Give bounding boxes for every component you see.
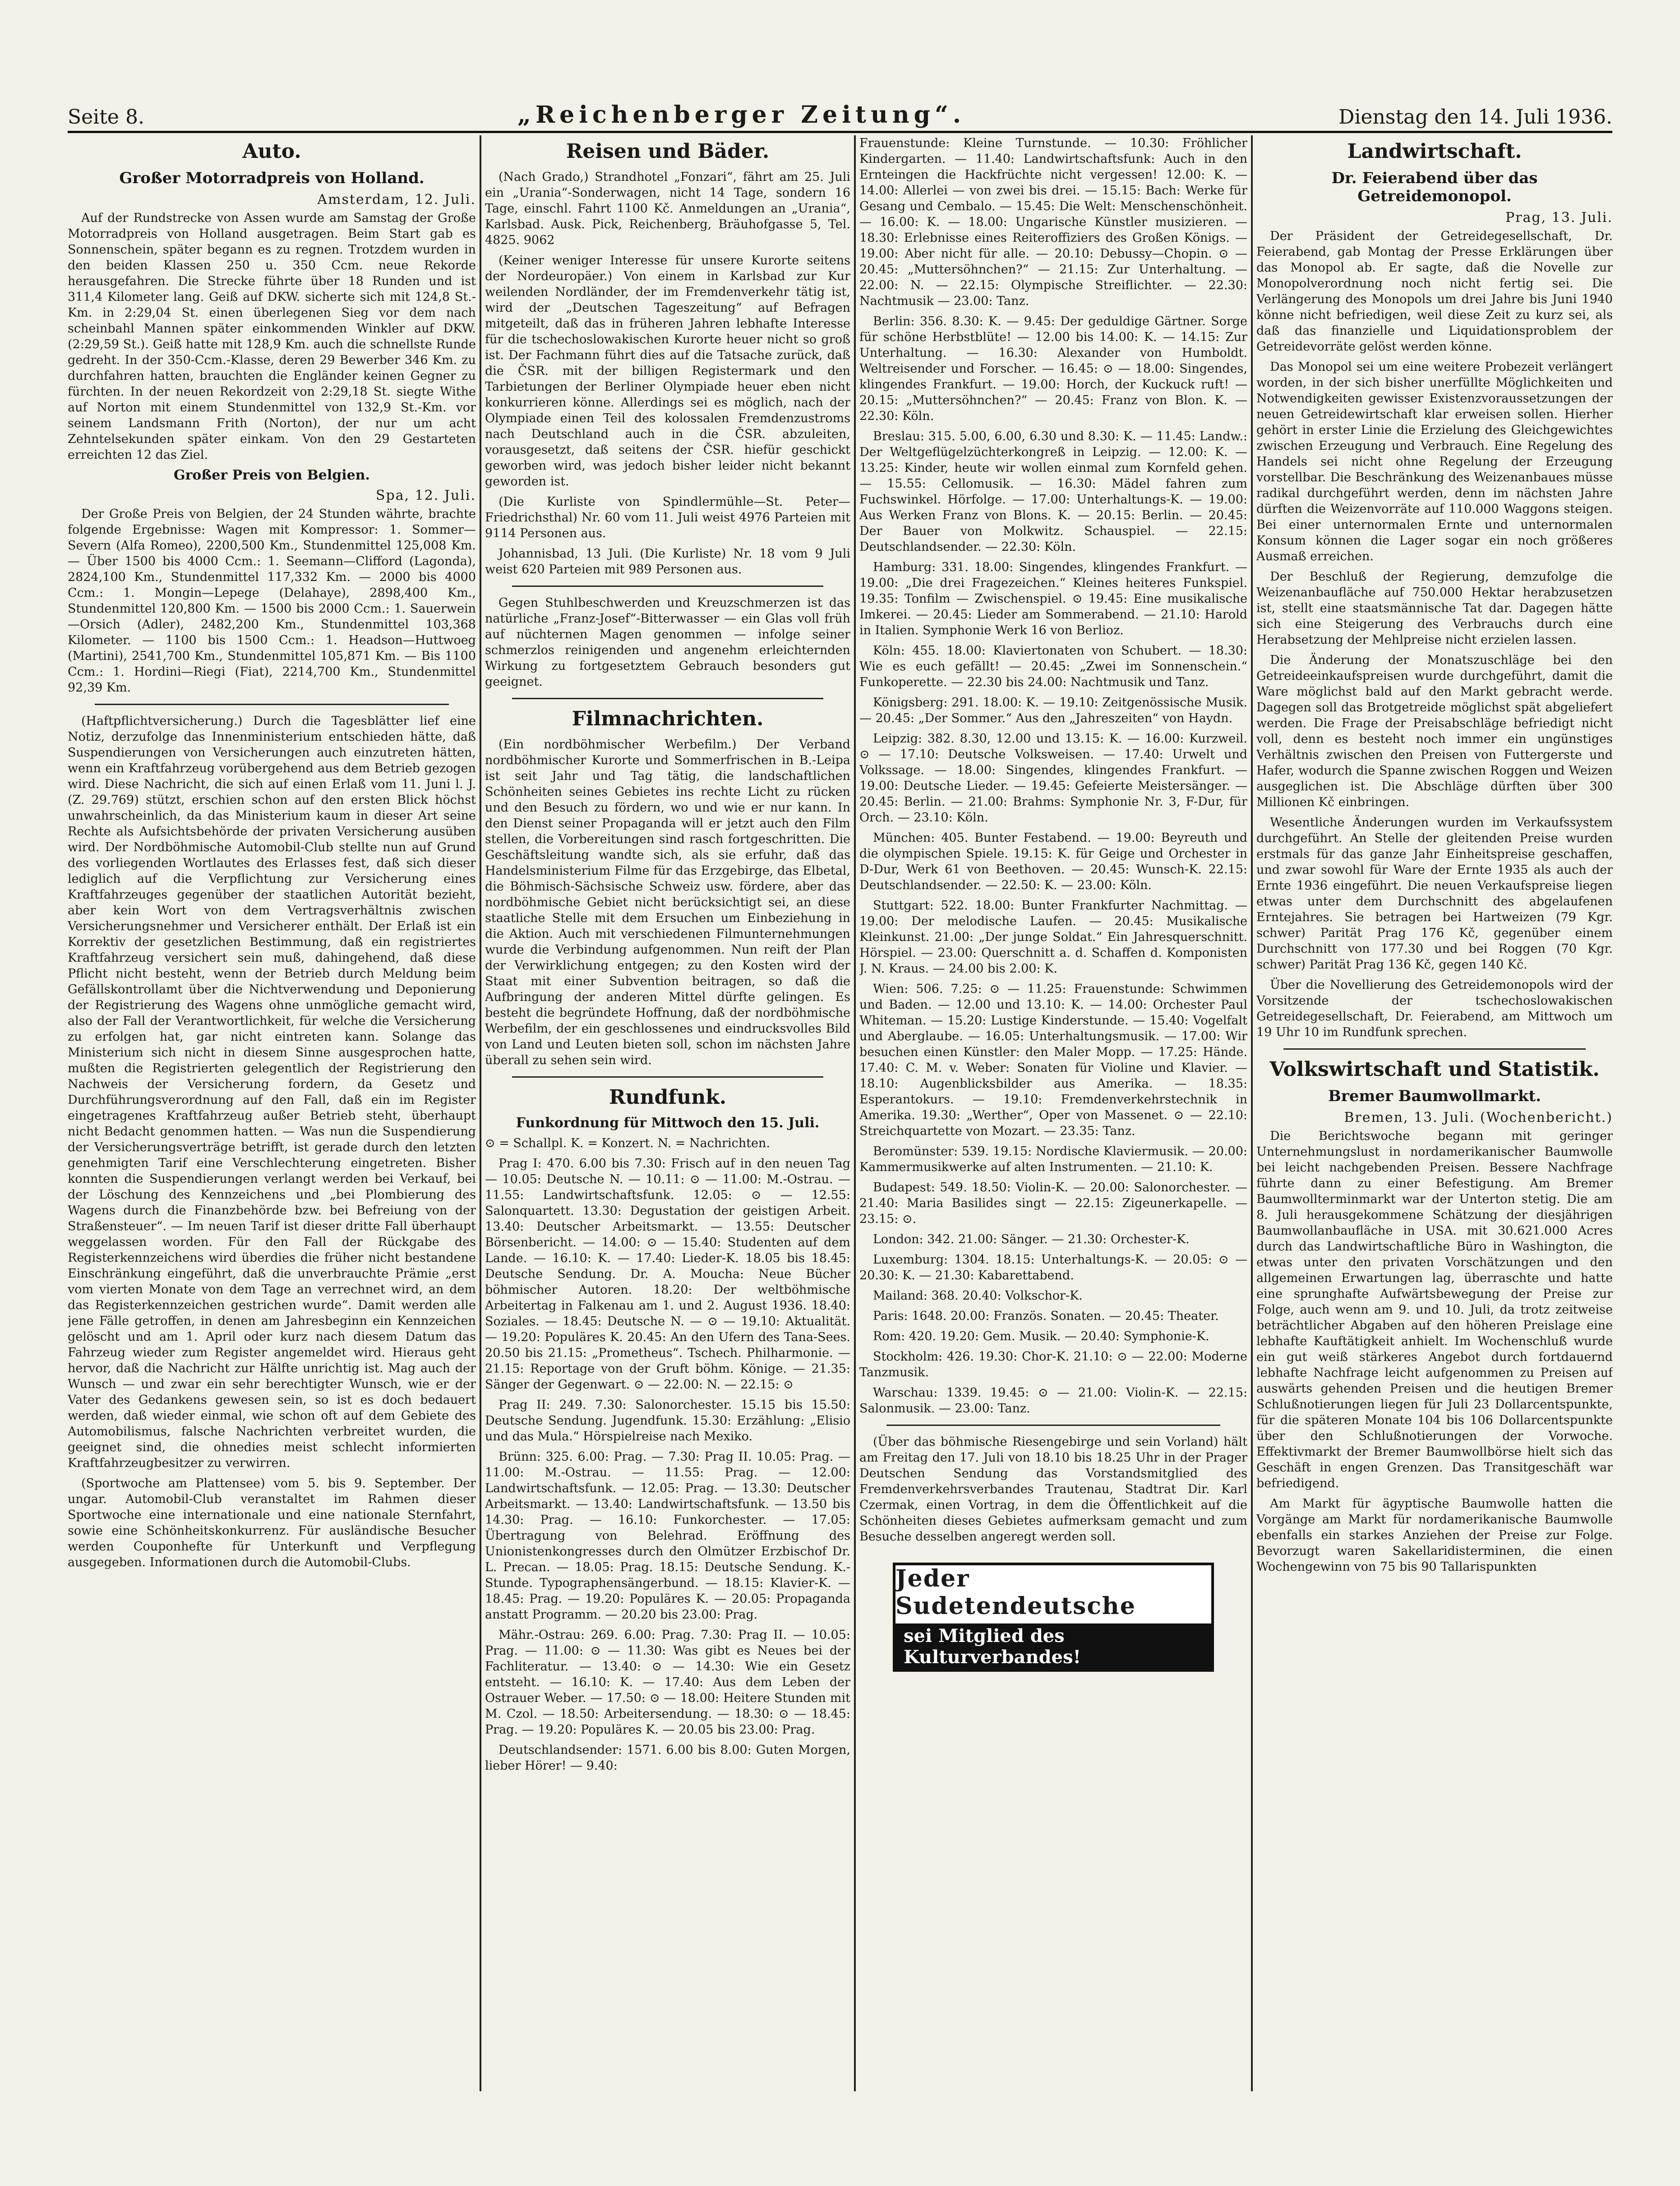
- radio-listing: Mähr.-Ostrau: 269. 6.00: Prag. 7.30: Prag II. — 10.05: Prag. — 11.00: ⊙ — 11.30: Was gibt es Neues bei der Fachliteratur. — 13.40: ⊙ — 14.30: Wie ein Gesetz entsteht. — 16.10: K. — 17.40: Aus dem Leben der Ostrauer Weber. — 17.50: ⊙ — 18.00: Heitere Stunden mit M. Czol. — 18.50: Arbeitersendung. — 18.30: ⊙ — 18.45: Prag. — 19.20: Populäres K. — 20.05 bis 23.00: Prag.: [485, 1628, 850, 1737]
- article-body: Die Berichtswoche begann mit geringer Unternehmungslust in nordamerikanischer Baumwolle bei leicht nachgebenden Preisen. Bessere Nachfrage führte dann zu einer Befestigung. Am Bremer Baumwollterminmarkt war der Unterton stetig. Die am 8. Juli herausgekommene Schätzung der diesjährigen Baumwollanbaufläche in USA. mit 30.621.000 Acres durch das Landwirtschaftliche Büro in Washington, die etwas unter den privaten Vorschätzungen und den allgemeinen Erwartungen lag, überraschte und hatte eine sprunghafte Aufwärtsbewegung der Preise zur Folge, auch wenn am 9. und 10. Juli, da trotz zeitweise beträchtlicher Abgaben auf den höheren Preislage eine lebhafte Kauftätigkeit anhielt. Im Wochenschluß wurde ein gut weiß stärkeres Angebot durch fortdauernd lebhafte Nachfrage leicht aufgenommen zu Preisen auf auswärts gehenden Preisen und die heutigen Bremer Schlußnotierungen liegen für Juli 23 Dollarcentspunkte, für die späteren Monate 104 bis 106 Dollarcentspunkte über den Schlußnotierungen der Vorwoche. Effektivmarkt der Bremer Baumwollbörse hielt sich das Geschäft in engen Grenzen. Das Transitgeschäft war befriedigend.: [1256, 1129, 1613, 1490]
- article-body: (Über das böhmische Riesengebirge und sein Vorland) hält am Freitag den 17. Juli von 18.10 bis 18.25 Uhr in der Prager Deutschen Sendung das Vorstandsmitglied des Fremdenverkehrsverbandes Trautenau, Stadtrat Dir. Karl Czermak, einen Vortrag, in dem die Öffentlichkeit auf die Schönheiten dieses Gebietes aufmerksam gemacht und zum Besuche desselben angeregt werden soll.: [859, 1435, 1247, 1544]
- radio-listing: Beromünster: 539. 19.15: Nordische Klaviermusik. — 20.00: Kammermusikwerke auf alten Instrumenten. — 21.10: K.: [859, 1144, 1247, 1174]
- radio-listing: Warschau: 1339. 19.45: ⊙ — 21.00: Violin-K. — 22.15: Salonmusik. — 23.00: Tanz.: [859, 1386, 1247, 1416]
- article-body: (Sportwoche am Plattensee) vom 5. bis 9. September. Der ungar. Automobil-Club veranstaltet im Rahmen dieser Sportwoche eine internationale und eine nationale Sternfahrt, sowie eine Schönheitskonkurrenz. Für ausländische Besucher werden Couponhefte für Unterkunft und Verpflegung ausgegeben. Informationen durch die Automobil-Clubs.: [68, 1476, 476, 1569]
- section-heading-economy: Volkswirtschaft und Statistik.: [1269, 1058, 1600, 1081]
- separator: [1283, 1048, 1586, 1050]
- radio-subheading: Funkordnung für Mittwoch den 15. Juli.: [516, 1115, 820, 1131]
- radio-listing: Wien: 506. 7.25: ⊙ — 11.25: Frauenstunde: Schwimmen und Baden. — 12.00 und 13.10: K. — 14.00: Orchester Paul Whiteman. — 15.20: Lustige Kinderstunde. — 15.40: Vogelfalt und Aberglaube. — 16.05: Unterhaltungsmusik. — 17.00: Wir besuchen einen Künstler: den Maler Mopp. — 17.25: Hände. 17.40: C. M. v. Weber: Sonaten für Violine und Klavier. — 18.10: Augenblicksbilder aus Amerika. — 18.35: Esperantokurs. — 19.10: Fremdenverkehrstechnik in Amerika. 19.30: „Werther“, Oper von Massenet. ⊙ — 22.10: Streichquartette von Mozart. — 23.35: Tanz.: [859, 982, 1247, 1138]
- dateline: Bremen, 13. Juli. (Wochenbericht.): [1344, 1110, 1613, 1125]
- page-number: Seite 8.: [68, 106, 144, 129]
- header-rule: [68, 131, 1612, 133]
- separator: [886, 1425, 1220, 1426]
- radio-listing: München: 405. Bunter Festabend. — 19.00: Beyreuth und die olympischen Spiele. 19.15: K. für Geige und Orchester in D-Dur, Werk 61 von Beethoven. — 20.45: Wunsch-K. 22.15: Deutschlandsender. — 22.50: K. — 23.00: Köln.: [859, 831, 1247, 892]
- dateline: Spa, 12. Juli.: [375, 488, 476, 503]
- separator: [512, 698, 823, 699]
- separator: [512, 586, 823, 587]
- radio-listing: Stuttgart: 522. 18.00: Bunter Frankfurter Nachmittag. — 19.00: Der melodische Laufen. — 20.45: Musikalische Kleinkunst. 21.00: „Der junge Soldat.“ Ein Jahresquerschnitt. Hörspiel. — 23.00: Querschnitt a. d. Schaffen d. Komponisten J. N. Kraus. — 24.00 bis 2.00: K.: [859, 899, 1247, 976]
- issue-date: Dienstag den 14. Juli 1936.: [1338, 106, 1612, 129]
- radio-listing: Prag II: 249. 7.30: Salonorchester. 15.15 bis 15.50: Deutsche Sendung. Jugendfunk. 15.30: Erzählung: „Elisio und das Mula.“ Hörspielreise nach Mexiko.: [485, 1398, 850, 1443]
- column-3: [859, 135, 1247, 2091]
- article-body: Der Präsident der Getreidegesellschaft, Dr. Feierabend, gab Montag der Presse Erklärungen über das Monopol ab. Er sagte, daß die Novelle zur Monopolverordnung noch nicht fertig sei. Die Verlängerung des Monopols um drei Jahre bis Juni 1940 könne nicht befriedigen, weil diese Zeit zu kurz sei, als daß das finanzielle und Liquidationsproblem der Getreidevorräte gelöst werden könne.: [1256, 229, 1613, 354]
- radio-listing: Leipzig: 382. 8.30, 12.00 und 13.15: K. — 16.00: Kurzweil. ⊙ — 17.10: Deutsche Volksweisen. — 17.40: Urwelt und Volkssage. — 18.00: Singendes, klingendes Frankfurt. — 19.00: Deutsche Lieder. — 19.45: Gefeierte Meistersänger. — 20.45: Berlin. — 21.00: Brahms: Symphonie Nr. 3, F-Dur, für Orch. — 23.10: Köln.: [859, 732, 1247, 825]
- radio-listing: Köln: 455. 18.00: Klaviertonaten von Schubert. — 18.30: Wie es euch gefällt! — 20.45: „Zwei im Sonnenschein.“ Funkoperette. — 22.30 bis 24.00: Nachtmusik und Tanz.: [859, 644, 1247, 689]
- section-heading-film: Filmnachrichten.: [572, 707, 764, 730]
- section-heading-agriculture: Landwirtschaft.: [1347, 140, 1522, 163]
- separator: [512, 1076, 823, 1078]
- radio-listing: Luxemburg: 1304. 18.15: Unterhaltungs-K. — 20.05: ⊙ — 20.30: K. — 21.30: Kabarettabend.: [859, 1253, 1247, 1282]
- radio-listing: Berlin: 356. 8.30: K. — 9.45: Der geduldige Gärtner. Sorge für schöne Herbstblüte! — 12.00 bis 14.00: K. — 14.15: Zur Unterhaltung. — 16.30: Alexander von Humboldt. Weltreisender und Forscher. — 16.45: ⊙ — 18.00: Singendes, klingendes Frankfurt. — 19.00: Horch, der Kuckuck ruft! — 20.15: „Muttersöhnchen?“ — 20.45: Franz von Blon. K. — 22.30: Köln.: [859, 314, 1247, 423]
- radio-listing: Prag I: 470. 6.00 bis 7.30: Frisch auf in den neuen Tag — 10.05: Deutsche N. — 10.11: ⊙ — 11.00: M.-Ostrau. — 11.55: Landwirtschaftsfunk. 12.05: ⊙ — 12.55: Salonquartett. 13.30: Degustation der geistigen Arbeit. 13.40: Deutscher Arbeitsmarkt. — 13.55: Deutscher Börsenbericht. — 14.00: ⊙ — 15.40: Studenten auf dem Lande. — 16.10: K. — 17.40: Lieder-K. 18.05 bis 18.45: Deutsche Sendung. Dr. A. Moucha: Neue Bücher böhmischer Autoren. 18.20: Der weltböhmische Arbeitertag in Falkenau am 1. und 2. August 1936. 18.40: Soziales. — 18.45: Deutsche N. — ⊙ — 19.10: Aktualität. — 19.20: Populäres K. 20.45: An den Ufern des Tana-Sees. 20.50 bis 21.15: „Prometheus“. Tschech. Philharmonie. — 21.15: Reportage von der Gruft böhm. Könige. — 21.35: Sänger der Gegenwart. ⊙ — 22.00: N. — 22.15: ⊙: [485, 1157, 850, 1392]
- article-body: Der Große Preis von Belgien, der 24 Stunden währte, brachte folgende Ergebnisse: Wagen mit Kompressor: 1. Sommer—Severn (Alfa Romeo), 2200,500 Km., Stundenmittel 125,008 Km. — Über 1500 bis 4000 Ccm.: 1. Seemann—Clifford (Lagonda), 2824,100 Km., Stundenmittel 117,332 Km. — 2000 bis 4000 Ccm.: 1. Mongin—Lepege (Delahaye), 2898,400 Km., Stundenmittel 120,800 Km. — 1500 bis 2000 Ccm.: 1. Sauerwein—Orsich (Adler), 2482,200 Km., Stundenmittel 103,368 Kilometer. — 1100 bis 1500 Ccm.: 1. Headson—Huttwoeg (Martini), 2541,700 Km., Stundenmittel 105,871 Km. — Bis 1100 Ccm.: 1. Hordini—Riegi (Fiat), 2214,700 Km., Stundenmittel 92,39 Km.: [68, 507, 476, 695]
- column-2: [485, 135, 850, 2091]
- radio-legend: ⊙ = Schallpl. K. = Konzert. N. = Nachrichten.: [485, 1136, 770, 1150]
- column-divider: [480, 135, 481, 2091]
- section-heading-radio: Rundfunk.: [609, 1086, 727, 1109]
- article-body: Auf der Rundstrecke von Assen wurde am Samstag der Große Motorradpreis von Holland ausgetragen. Beim Start gab es Sonnenschein, später begann es zu regnen. Trotzdem wurden in den beiden Klassen 250 u. 350 Ccm. neue Rekorde herausgefahren. Die Strecke führte über 18 Runden und ist 311,4 Kilometer lang. Geiß auf DKW. sicherte sich mit 124,8 St.-Km. in 2:29,04 St. einen überlegenen Sieg vor dem nach scheinbahl Mannen später einkommenden Winkler auf DKW. (2:29,59 St.). Geiß hatte mit 128,9 Km. auch die schnellste Runde gedreht. In der 350-Ccm.-Klasse, deren 29 Bewerber 346 Km. zu durchfahren hatten, brauchten die Engländer keinen Gegner zu fürchten. In der neuen Rekordzeit von 2:29,18 St. siegte Withe auf Norton mit einem Stundenmittel von 132,9 St.-Km. vor seinem Landsmann Frith (Norton), der nur um acht Zehntelsekunden später einkam. Von den 29 Gestarteten erreichten 12 das Ziel.: [68, 211, 476, 462]
- radio-listing: Budapest: 549. 18.50: Violin-K. — 20.00: Salonorchester. — 21.40: Maria Basilides singt — 22.15: Zigeunerkapelle. — 23.15: ⊙.: [859, 1181, 1247, 1226]
- newspaper-title: „Reichenberger Zeitung“.: [517, 101, 965, 129]
- radio-listing: Deutschlandsender: 1571. 6.00 bis 8.00: Guten Morgen, lieber Hörer! — 9.40:: [485, 1743, 850, 1773]
- column-divider: [854, 135, 856, 2091]
- article-body: Der Beschluß der Regierung, demzufolge die Weizenanbaufläche auf 750.000 Hektar herabzusetzen ist, stellt eine staatsmännische Tat dar. Dagegen hätte sich eine Steigerung des Verbrauchs durch eine Herabsetzung der Mehlpreise nicht erzielen lassen.: [1256, 570, 1613, 647]
- ad-line-2: sei Mitglied des Kulturverbandes!: [895, 1623, 1211, 1669]
- article-body: Die Änderung der Monatszuschläge bei den Getreideeinkaufspreisen wurde durchgeführt, damit die Ware möglichst bald auf den Markt gebracht werde. Dagegen soll das Brotgetreide möglichst spät abgeliefert werden. Die Frage der Preisabschläge befriedigt nicht voll, denn es besteht noch immer ein ungünstiges Verhältnis zwischen den Preisen von Futtergerste und Hafer, wodurch die Spanne zwischen Roggen und Weizen ausgeglichen ist. Die Abschläge dürften über 300 Millionen Kč einbringen.: [1256, 653, 1613, 809]
- radio-listing: Rom: 420. 19.20: Gem. Musik. — 20.40: Symphonie-K.: [873, 1329, 1209, 1343]
- radio-listing: Paris: 1648. 20.00: Französ. Sonaten. — 20.45: Theater.: [873, 1309, 1219, 1323]
- article-body: (Nach Grado,) Strandhotel „Fonzari“, fährt am 25. Juli ein „Urania“-Sonderwagen, nicht 14 Tage, sondern 16 Tage, einschl. Fahrt 1100 Kč. Anmeldungen an „Urania“, Karlsbad. Ausk. Pick, Reichenberg, Bräuhofgasse 5, Tel. 4825. 9062: [485, 170, 850, 247]
- radio-listing: Mailand: 368. 20.40: Volkschor-K.: [873, 1289, 1083, 1303]
- article-body: Am Markt für ägyptische Baumwolle hatten die Vorgänge am Markt für nordamerikanische Baumwolle ebenfalls ein starkes Anziehen der Preise zur Folge. Bevorzugt waren Sakellaridisterminen, die einen Wochengewinn von 75 bis 90 Tallarispunkten: [1256, 1497, 1613, 1574]
- advertisement-text: Gegen Stuhlbeschwerden und Kreuzschmerzen ist das natürliche „Franz-Josef“-Bitterwasser — ein Glas voll früh auf nüchternen Magen genommen — infolge seiner schmerzlos reinigenden und angenehm erleichternden Wirkung zu fortgesetztem Gebrauch besonders gut geeignet.: [485, 596, 850, 689]
- column-4: [1256, 135, 1613, 2091]
- radio-listing: Stockholm: 426. 19.30: Chor-K. 21.10: ⊙ — 22.00: Moderne Tanzmusik.: [859, 1350, 1247, 1379]
- ad-line-1: Jeder Sudetendeutsche: [895, 1565, 1136, 1620]
- radio-listing: Brünn: 325. 6.00: Prag. — 7.30: Prag II. 10.05: Prag. — 11.00: M.-Ostrau. — 11.55: Prag. — 12.00: Landwirtschaftsfunk. — 12.05: Prag. — 13.30: Deutscher Arbeitsmarkt. — 13.40: Landwirtschaftsfunk. — 13.50 bis 14.30: Prag. — 16.10: Funkorchester. — 17.05: Übertragung von Belehrad. Eröffnung des Unionistenkongresses durch den Olmützer Erzbischof Dr. L. Precan. — 18.05: Prag. 18.15: Deutsche Sendung. K.-Stunde. Typographensängerbund. — 18.15: Klavier-K. — 18.45: Prag. — 19.20: Populäres K. — 20.05: Propaganda anstatt Programm. — 20.20 bis 23.00: Prag.: [485, 1450, 850, 1622]
- article-heading: Großer Preis von Belgien.: [174, 467, 370, 483]
- radio-listing: Hamburg: 331. 18.00: Singendes, klingendes Frankfurt. — 19.00: „Die drei Fragezeichen.“ Kleines heiteres Funkspiel. 19.35: Tonfilm — Zwischenspiel. ⊙ 19.45: Eine musikalische Imkerei. — 20.45: Lieder am Sommerabend. — 21.10: Harold in Italien. Symphonie Werk 16 von Berlioz.: [859, 560, 1247, 637]
- article-body: Über die Novellierung des Getreidemonopols wird der Vorsitzende der tschechoslowakischen Getreidegesellschaft, Dr. Feierabend, am Mittwoch um 19 Uhr 10 im Rundfunk sprechen.: [1256, 978, 1613, 1039]
- separator: [95, 704, 449, 705]
- dateline: Prag, 13. Juli.: [1505, 210, 1613, 226]
- article-body: (Keiner weniger Interesse für unsere Kurorte seitens der Nordeuropäer.) Von einem in Karlsbad zur Kur weilenden Nordländer, der im Fremdenverkehr tätig ist, wird der „Deutschen Tageszeitung“ auf Befragen mitgeteilt, daß das in früheren Jahren lebhafte Interesse für die tschechoslowakischen Kurorte heuer nicht so groß ist. Der Fachmann führt dies auf die Tatsache zurück, daß die ČSR. mit der billigen Registermark und den Tarbietungen der Berliner Olympiade heuer eben nicht konkurrieren könne. Allerdings sei es möglich, nach der Olympiade einen Teil des kolossalen Fremdenzustroms nach Deutschland auch in die ČSR. abzuleiten, vorausgesetzt, daß seitens der ČSR. hiefür geschickt geworben wird, was jedoch bisher leider nicht bekannt geworden ist.: [485, 254, 850, 489]
- column-divider: [1251, 135, 1253, 2091]
- article-body: Johannisbad, 13 Juli. (Die Kurliste) Nr. 18 vom 9 Juli weist 620 Parteien mit 989 Personen aus.: [485, 547, 850, 576]
- article-body: (Ein nordböhmischer Werbefilm.) Der Verband nordböhmischer Kurorte und Sommerfrischen in B.-Leipa ist seit Jahr und Tag tätig, die landschaftlichen Schönheiten seines Gebietes ins rechte Licht zu rücken und den Besuch zu fördern, wo und wie er nur kann. In den Dienst seiner Propaganda will er jetzt auch den Film stellen, die Vorbereitungen sind rasch fortgeschritten. Die Geschäftsleitung wandte sich, als sie erfuhr, daß das Handelsministerium Filme für das Erzgebirge, das Elbetal, die Böhmisch-Sächsische Schweiz usw. fördere, aber das nordböhmische Gebiet nicht berücksichtigt sei, an diese staatliche Stelle mit dem Ersuchen um Einbeziehung in die Aktion. Auch mit verschiedenen Filmunternehmungen wurde die Verbindung aufgenommen. Nun reift der Plan der Verwirklichung entgegen; zu den Kosten wird der Staat mit einer Subvention beitragen, so daß die Aufbringung der anderen Mittel dürfte gelingen. Es besteht die begründete Hoffnung, daß der nordböhmische Werbefilm, der ein geschlossenes und eindrucksvolles Bild von Land und Leuten bieten soll, schon im nächsten Jahre überall zu sehen sein wird.: [485, 738, 850, 1067]
- article-body: Wesentliche Änderungen wurden im Verkaufssystem durchgeführt. An Stelle der gleitenden Preise wurden erstmals für das ganze Jahr Einheitspreise geschaffen, und zwar sowohl für Ware der Ernte 1935 als auch der Ernte 1936 eingeführt. Die neuen Verkaufspreise liegen etwas unter dem Durchschnitt des abgelaufenen Erntejahres. Sie betragen bei Hartweizen (79 Kgr. schwer) Parität Prag 176 Kč, gegenüber einem Durchschnitt von 177.30 und bei Roggen (70 Kgr. schwer) Parität Prag 136 Kč, gegen 140 Kč.: [1256, 816, 1613, 972]
- article-heading: Bremer Baumwollmarkt.: [1328, 1087, 1541, 1105]
- dateline: Amsterdam, 12. Juli.: [317, 192, 476, 208]
- page-header: [68, 88, 1612, 129]
- section-heading-travel: Reisen und Bäder.: [566, 140, 770, 163]
- radio-listing: London: 342. 21.00: Sänger. — 21.30: Orchester-K.: [873, 1232, 1190, 1246]
- column-1: [68, 135, 476, 2091]
- article-heading: Großer Motorradpreis von Holland.: [119, 169, 425, 187]
- article-body: (Haftpflichtversicherung.) Durch die Tagesblätter lief eine Notiz, derzufolge das Innenministerium entschieden hätte, daß Suspendierungen von Versicherungen auch einzutreten hätten, wenn ein Kraftfahrzeug vorübergehend aus dem Betrieb gezogen wird. Diese Nachricht, die sich auf einen Erlaß vom 11. Juni l. J. (Z. 29.769) stützt, erschien schon auf den ersten Blick höchst unwahrscheinlich, da das Ministerium kaum in dieser Art seine Rechte als Aufsichtsbehörde der privaten Versicherung ausüben wird. Der Nordböhmische Automobil-Club stellte nun auf Grund des vorliegenden Wortlautes des Erlasses fest, daß sich dieser lediglich auf die Verpflichtung zur Versicherung eines Kraftfahrzeuges gegenüber der staatlichen Autorität bezieht, aber kein Wort von dem Vertragsverhältnis zwischen Versicherungsnehmer und Versicherer enthält. Der Erlaß ist ein Korrektiv der gesetzlichen Bestimmung, daß ein registriertes Kraftfahrzeug versichert sein muß, dahingehend, daß diese Pflicht nicht besteht, wenn der Betrieb durch Meldung beim Gefällskontrollamt über die Nichtverwendung und Deponierung der Registrierung des Wagens ohne unmögliche gemacht wird, also der Fall der Verantwortlichkeit, für welche die Versicherung zu erfolgen hat, gar nicht eintreten kann. Solange das Ministerium sich nicht in diesem Sinne ausgesprochen hatte, mußten die Registrierten gelegentlich der Registrierung den Nachweis der Versicherung fordern, da Gesetz und Durchführungsverordnung auf den Fall, daß ein im Register eingetragenes Kraftfahrzeug außer Betrieb steht, überhaupt nicht Bedacht genommen hatten. — Was nun die Suspendierung der Versicherungsverträge betrifft, ist gerade durch den letzten genehmigten Tarif eine Verschlechterung eingetreten. Bisher konnten die Suspendierungen verlangt werden bei Verkauf, bei der Löschung des Kennzeichens und „bei Plombierung des Wagens durch die Finanzbehörde bzw. bei Befreiung von der Straßensteuer“. — Im neuen Tarif ist dieser dritte Fall überhaupt weggelassen worden. Für den Fall der Rückgabe des Registerkennzeichens wird überdies die früher nicht bestandene Einschränkung eingeführt, daß die unverbrauchte Prämie „erst vom vierten Monate von dem Tage an verrechnet wird, an dem das Registerkennzeichen gestrichen wurde“. Damit werden alle jene Fälle getroffen, in denen am Jahresbeginn ein Kennzeichen gelöscht und am 1. April oder kurz nach diesem Datum das Fahrzeug wieder zum Register angemeldet wird. Hieraus geht hervor, daß die Nachricht zur Hälfte unrichtig ist. Mag auch der Wunsch — und zwar ein sehr berechtigter Wunsch, wie er der Vater des Gedankens gewesen sein, so ist es doch bedauert werden, daß wieder einmal, wie schon oft auf dem Gebiete des Automobilismus, falsche Nachrichten verbreitet wurden, die geeignet sind, die ohnedies meist schlecht informierten Kraftfahrzeugbesitzer zu verwirren.: [68, 714, 476, 1470]
- article-body: (Die Kurliste von Spindlermühle—St. Peter—Friedrichsthal) Nr. 60 vom 11. Juli weist 4976 Parteien mit 9114 Personen aus.: [485, 495, 850, 540]
- section-heading-auto: Auto.: [242, 140, 301, 163]
- article-body: Das Monopol sei um eine weitere Probezeit verlängert worden, in der sich bisher unerfüllte Möglichkeiten und Notwendigkeiten gewisser Existenzvoraussetzungen der neuen Getreidewirtschaft klar erweisen sollen. Hierher gehört in erster Linie die Erzielung des Gleichgewichtes zwischen Erzeugung und Verbrauch. Eine Regelung des Handels sei nicht ohne Regelung der Erzeugung vorstellbar. Die Beschränkung des Weizenanbaues müsse radikal durchgeführt werden, denn im nächsten Jahre dürften die Weizenvorräte auf 110.000 Waggons steigen. Bei einer unternormalen Ernte und unternormalen Konsum können die Lager sogar ein noch größeres Ausmaß erreichen.: [1256, 360, 1613, 563]
- kulturverband-advertisement: [893, 1563, 1214, 1672]
- radio-listing: Königsberg: 291. 18.00: K. — 19.10: Zeitgenössische Musik. — 20.45: „Der Sommer.“ Aus den „Jahreszeiten“ von Haydn.: [859, 696, 1247, 725]
- radio-listing: Frauenstunde: Kleine Turnstunde. — 10.30: Fröhlicher Kindergarten. — 11.40: Landwirtschaftsfunk: Auch in den Ernteingen die Hackfrüchte nicht vergessen! 12.00: K. — 14.00: Allerlei — von zwei bis drei. — 15.15: Bach: Werke für Gesang und Cembalo. — 15.45: Die Welt: Menschenschönheit. — 16.00: K. — 18.00: Ungarische Künstler musizieren. — 18.30: Erlebnisse eines Reiteroffiziers des Großen Königs. — 19.00: Aber nicht für alle. — 20.10: Debussy—Chopin. ⊙ — 20.45: „Muttersöhnchen?“ — 21.15: Zur Unterhaltung. — 22.00: N. — 22.15: Olympische Streiflichter. — 22.30: Nachtmusik — 23.00: Tanz.: [859, 136, 1247, 308]
- radio-listing: Breslau: 315. 5.00, 6.00, 6.30 und 8.30: K. — 11.45: Landw.: Der Weltgeflügelzüchterkongreß in Leipzig. — 12.00: K. — 13.25: Kinder, heute wir wollen einmal zum Kornfeld gehen. — 15.55: Cellomusik. — 16.30: Mädel fahren zum Fuchswinkel. Hörfolge. — 17.00: Unterhaltungs-K. — 19.00: Aus Werken Franz von Blons. K. — 20.15: Berlin. — 20.45: Der Bauer von Molkwitz. Schauspiel. — 22.15: Deutschlandsender. — 22.30: Köln.: [859, 429, 1247, 554]
- article-heading: Dr. Feierabend über das Getreidemonopol.: [1331, 169, 1538, 205]
